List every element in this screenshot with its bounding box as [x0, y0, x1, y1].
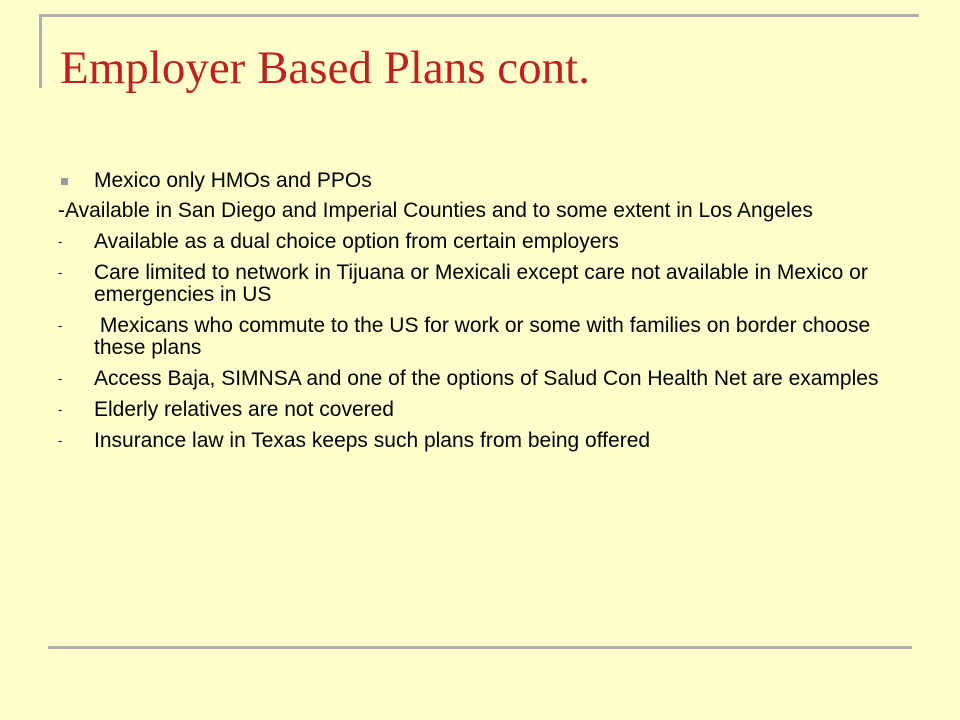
list-item-marker: -	[58, 318, 63, 333]
corner-rule-horizontal	[39, 14, 919, 17]
list-item	[58, 200, 918, 222]
list-item	[58, 368, 918, 390]
list-item-text: -Available in San Diego and Imperial Counties and to some extent in Los Angeles	[58, 199, 813, 222]
list-item-marker: -	[58, 371, 63, 386]
square-bullet-icon	[61, 178, 68, 185]
list-item	[58, 399, 918, 421]
list-item-marker: -	[58, 402, 63, 417]
list-item-text: Available as a dual choice option from certain employers	[94, 230, 619, 253]
list-item-marker: -	[58, 234, 63, 249]
list-item-text: Insurance law in Texas keeps such plans from being offered	[94, 429, 651, 452]
list-item	[58, 231, 918, 253]
list-item-text: Mexicans who commute to the US for work or some with families on border choose these plans	[94, 314, 877, 359]
list-item-text: Access Baja, SIMNSA and one of the options of Salud Con Health Net are examples	[94, 367, 879, 390]
slide-title: Employer Based Plans cont.	[60, 42, 590, 94]
list-item	[58, 262, 918, 306]
bottom-rule	[48, 646, 912, 649]
list-item	[58, 170, 918, 192]
list-item-marker: -	[58, 265, 63, 280]
list-item	[58, 315, 918, 359]
list-item-text: Care limited to network in Tijuana or Mexicali except care not available in Mexico or emergencies in US	[94, 261, 868, 306]
corner-rule-vertical	[39, 14, 42, 88]
list-item	[58, 430, 918, 452]
list-item-text: Elderly relatives are not covered	[94, 398, 394, 421]
list-item-text: Mexico only HMOs and PPOs	[94, 169, 372, 192]
bullet-list	[58, 170, 918, 461]
list-item-marker: -	[58, 433, 63, 448]
